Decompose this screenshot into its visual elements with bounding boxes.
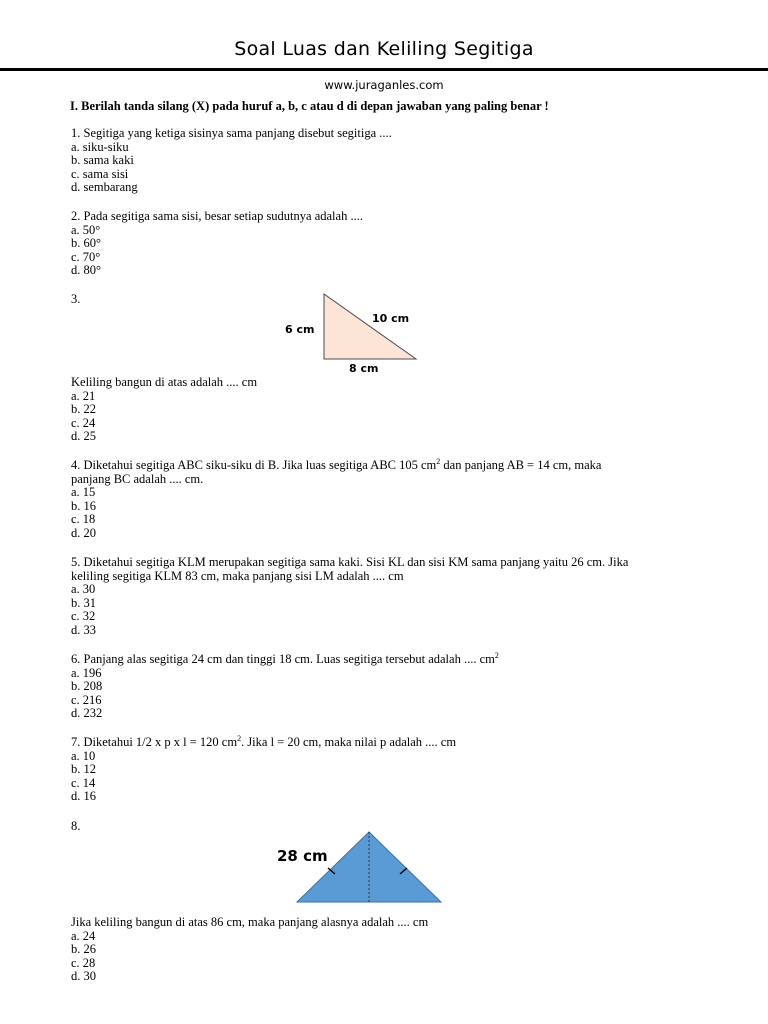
option-b[interactable]: b. 12 [71, 762, 96, 777]
option-c[interactable]: c. 14 [71, 775, 96, 790]
question-4 [71, 456, 671, 541]
question-stem: 1. Segitiga yang ketiga sisinya sama panjang disebut segitiga .... [71, 126, 392, 140]
option-d[interactable]: d. 30 [71, 969, 96, 984]
superscript: 2 [494, 650, 499, 660]
isosceles-triangle-shape [297, 832, 441, 902]
option-b[interactable]: b. sama kaki [71, 153, 134, 168]
question-stem-continued: keliling segitiga KLM 83 cm, maka panjang sisi LM adalah .... cm [71, 568, 404, 583]
question-3-number: 3. [71, 292, 81, 306]
option-a[interactable]: a. 24 [71, 928, 96, 943]
question-6 [71, 650, 671, 721]
option-d[interactable]: d. 232 [71, 706, 103, 721]
question-stem [71, 650, 671, 667]
option-c[interactable]: c. 216 [71, 692, 102, 707]
option-a[interactable]: a. 10 [71, 748, 96, 763]
option-c[interactable]: c. 70° [71, 249, 101, 264]
option-b[interactable]: b. 22 [71, 402, 96, 417]
question-stem [71, 456, 671, 473]
stem-text: 4. Diketahui segitiga ABC siku-siku di B. Jika luas segitiga ABC 105 cm [71, 458, 437, 472]
option-d[interactable]: d. 80° [71, 263, 101, 278]
question-stem: 2. Pada segitiga sama sisi, besar setiap sudutnya adalah .... [71, 209, 363, 223]
stem-text: 6. Panjang alas segitiga 24 cm dan tinggi 18 cm. Luas segitiga tersebut adalah .... cm [71, 652, 495, 666]
base-label: 8 cm [349, 362, 379, 375]
hypotenuse-label: 10 cm [372, 312, 410, 325]
stem-text: . Jika l = 20 cm, maka nilai p adalah .... cm [241, 735, 457, 749]
option-c[interactable]: c. 28 [71, 955, 96, 970]
height-label: 6 cm [285, 323, 315, 336]
option-a[interactable]: a. 196 [71, 665, 102, 680]
option-d[interactable]: d. sembarang [71, 180, 138, 195]
question-2 [71, 210, 671, 278]
option-a[interactable]: a. 15 [71, 485, 96, 500]
isosceles-triangle-figure [270, 828, 450, 906]
option-b[interactable]: b. 208 [71, 679, 103, 694]
option-a[interactable]: a. 50° [71, 222, 101, 237]
option-a[interactable]: a. siku-siku [71, 139, 129, 154]
question-stem: Keliling bangun di atas adalah .... cm [71, 375, 258, 389]
question-stem [71, 733, 671, 750]
question-stem: 5. Diketahui segitiga KLM merupakan segitiga sama kaki. Sisi KL dan sisi KM sama panjang yaitu 26 cm. Jika [71, 555, 629, 569]
option-b[interactable]: b. 31 [71, 595, 96, 610]
superscript: 2 [436, 456, 441, 466]
instruction-text: I. Berilah tanda silang (X) pada huruf a, b, c atau d di depan jawaban yang paling benar ! [70, 99, 549, 113]
question-1 [71, 127, 671, 195]
option-d[interactable]: d. 16 [71, 789, 96, 804]
right-triangle-figure [282, 288, 432, 380]
right-triangle-shape [324, 294, 416, 359]
option-d[interactable]: d. 33 [71, 622, 96, 637]
site-url[interactable]: www.juraganles.com [324, 78, 444, 92]
side-length-label: 28 cm [277, 847, 328, 865]
option-c[interactable]: c. 24 [71, 415, 96, 430]
question-7 [71, 733, 671, 804]
option-a[interactable]: a. 30 [71, 582, 96, 597]
stem-text: 7. Diketahui 1/2 x p x l = 120 cm [71, 735, 238, 749]
question-8-number: 8. [71, 819, 81, 833]
option-c[interactable]: c. sama sisi [71, 166, 129, 181]
superscript: 2 [237, 733, 242, 743]
title-rule [0, 68, 768, 71]
question-5 [71, 556, 671, 638]
option-b[interactable]: b. 26 [71, 942, 96, 957]
option-b[interactable]: b. 60° [71, 236, 101, 251]
option-c[interactable]: c. 18 [71, 512, 96, 527]
option-d[interactable]: d. 20 [71, 525, 96, 540]
question-8 [71, 916, 671, 984]
option-c[interactable]: c. 32 [71, 609, 96, 624]
stem-text: dan panjang AB = 14 cm, maka [440, 458, 602, 472]
question-3 [71, 376, 671, 444]
question-stem-continued: panjang BC adalah .... cm. [71, 471, 204, 486]
question-stem: Jika keliling bangun di atas 86 cm, maka panjang alasnya adalah .... cm [71, 915, 429, 929]
option-b[interactable]: b. 16 [71, 498, 96, 513]
option-a[interactable]: a. 21 [71, 388, 96, 403]
option-d[interactable]: d. 25 [71, 429, 96, 444]
page-title: Soal Luas dan Keliling Segitiga [234, 38, 534, 60]
